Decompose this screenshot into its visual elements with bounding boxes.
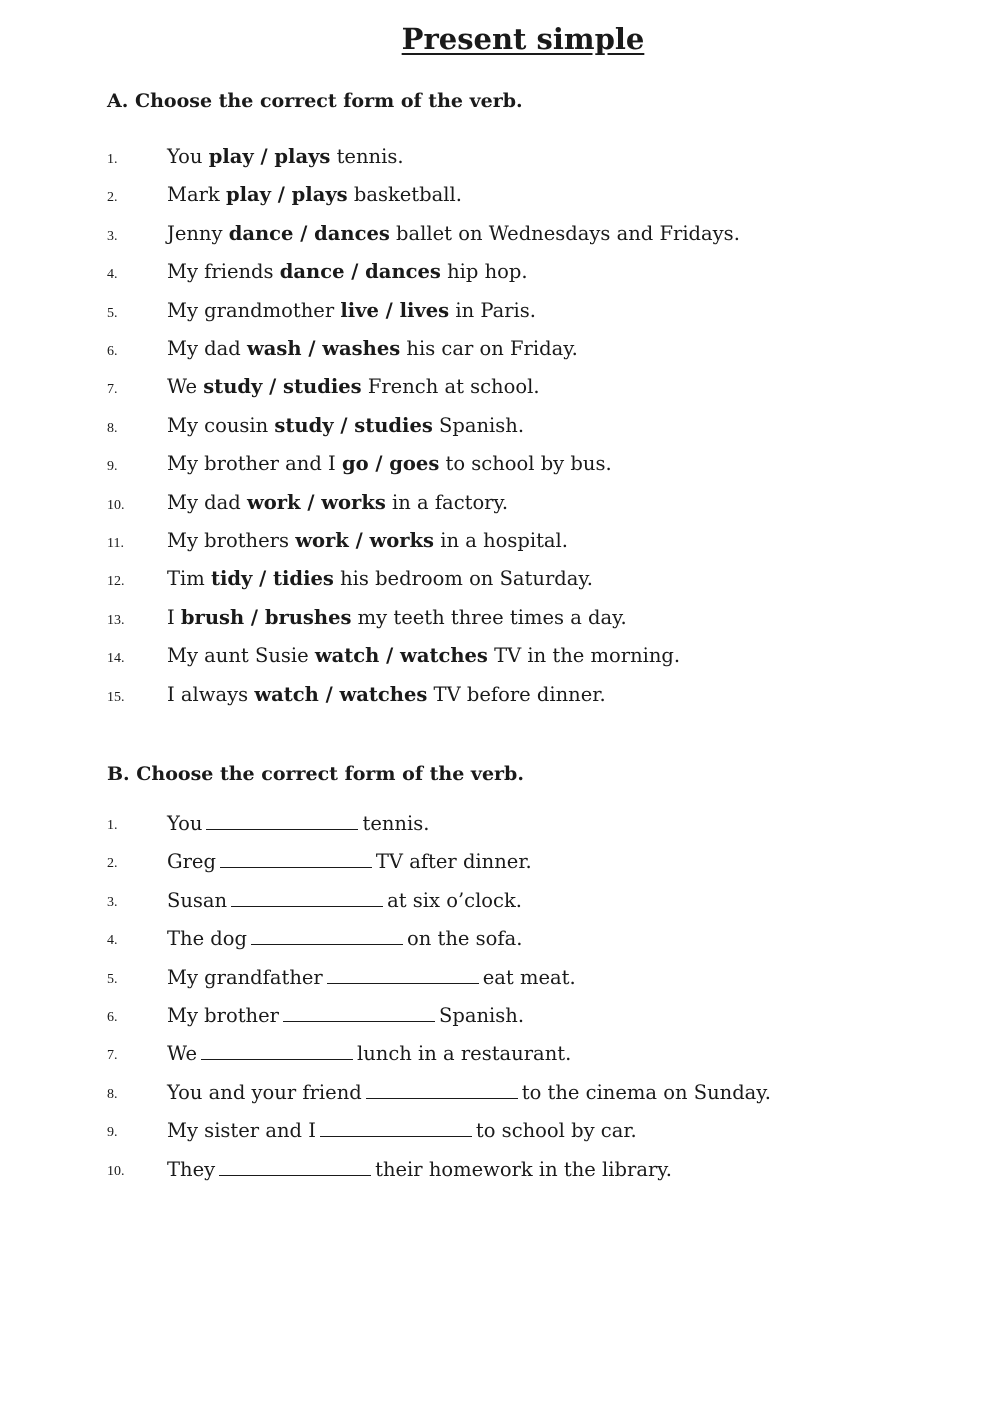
item-sentence — [167, 926, 522, 950]
item-sentence — [167, 1080, 771, 1104]
item-sentence — [167, 299, 536, 322]
verb-choice[interactable]: wash / washes — [246, 337, 401, 360]
sentence-start: You — [167, 812, 203, 835]
list-item — [0, 605, 1000, 647]
item-sentence — [167, 337, 578, 360]
list-item — [0, 452, 1000, 493]
list-item — [0, 1044, 1000, 1082]
verb-choice[interactable]: go / goes — [341, 452, 440, 476]
item-sentence — [167, 491, 508, 514]
item-sentence — [167, 1157, 672, 1181]
item-number: 7. — [107, 1048, 118, 1064]
item-number: 14. — [107, 651, 125, 667]
list-item — [0, 260, 1000, 301]
verb-choice[interactable]: watch / watches — [314, 644, 488, 668]
sentence-start: My brother — [167, 1004, 279, 1027]
list-item — [0, 1080, 1000, 1121]
verb-choice[interactable]: brush / brushes — [180, 605, 352, 629]
item-number: 10. — [107, 1163, 125, 1179]
item-number: 13. — [107, 612, 125, 628]
item-sentence — [167, 849, 532, 873]
sentence-end: TV in the morning. — [487, 644, 681, 668]
sentence-end: in Paris. — [449, 298, 536, 322]
verb-choice[interactable]: play / plays — [208, 145, 331, 168]
item-number: 3. — [107, 228, 118, 244]
answer-blank[interactable] — [327, 965, 479, 984]
sentence-end: hip hop. — [440, 260, 528, 284]
item-sentence — [167, 567, 593, 590]
list-item — [0, 682, 1000, 724]
verb-choice[interactable]: tidy / tidies — [210, 567, 334, 591]
sentence-end: to school by car. — [475, 1119, 637, 1143]
sentence-end: at six o’clock. — [387, 888, 522, 912]
item-number: 2. — [107, 856, 118, 872]
sentence-start: My grandmother — [167, 298, 341, 322]
sentence-start: I always — [167, 682, 255, 706]
sentence-end: in a factory. — [385, 490, 509, 514]
list-item — [0, 1121, 1000, 1159]
sentence-start: My dad — [167, 490, 247, 514]
item-sentence — [167, 222, 740, 245]
sentence-end: Spanish. — [432, 413, 525, 437]
sentence-end: ballet on Wednesdays and Fridays. — [389, 221, 740, 245]
sentence-end: to school by bus. — [439, 452, 612, 476]
sentence-end: in a hospital. — [434, 529, 568, 552]
item-number: 10. — [107, 497, 125, 513]
item-sentence — [167, 452, 612, 475]
sentence-start: You and your friend — [167, 1080, 362, 1104]
sentence-start: We — [167, 1042, 197, 1066]
sentence-start: Jenny — [167, 221, 229, 245]
list-item — [0, 337, 1000, 378]
answer-blank[interactable] — [201, 1041, 353, 1060]
verb-choice[interactable]: study / studies — [274, 413, 433, 437]
sentence-start: My friends — [167, 260, 280, 284]
item-sentence — [167, 606, 627, 629]
answer-blank[interactable] — [251, 926, 403, 945]
list-item — [0, 490, 1000, 532]
item-sentence — [167, 683, 606, 706]
item-number: 1. — [107, 818, 118, 833]
sentence-start: Susan — [167, 888, 228, 912]
sentence-start: My sister and I — [167, 1119, 316, 1143]
list-item — [0, 852, 1000, 890]
item-sentence — [167, 145, 404, 168]
sentence-end: their homework in the library. — [375, 1157, 672, 1181]
item-number: 2. — [107, 190, 118, 206]
list-item — [0, 375, 1000, 416]
list-item — [0, 567, 1000, 608]
item-number: 12. — [107, 574, 125, 590]
sentence-end: TV after dinner. — [375, 850, 532, 874]
section-b-heading: B. Choose the correct form of the verb. — [107, 763, 524, 785]
sentence-start: I — [167, 605, 181, 629]
list-item — [0, 1157, 1000, 1198]
list-item — [0, 814, 1000, 852]
sentence-start: Greg — [167, 850, 216, 874]
list-item — [0, 221, 1000, 263]
list-item — [0, 644, 1000, 685]
item-number: 4. — [107, 933, 118, 949]
list-item — [0, 183, 1000, 224]
sentence-end: his car on Friday. — [400, 337, 578, 360]
sentence-start: My aunt Susie — [167, 644, 315, 668]
sentence-start: Tim — [167, 567, 211, 591]
item-number: 3. — [107, 894, 118, 910]
sentence-start: We — [167, 375, 204, 399]
item-number: 8. — [107, 1086, 118, 1102]
list-item — [0, 145, 1000, 186]
sentence-start: They — [167, 1157, 216, 1181]
item-number: 15. — [107, 689, 125, 705]
item-sentence — [167, 644, 680, 667]
sentence-start: My brothers — [167, 529, 296, 552]
verb-choice[interactable]: dance / dances — [228, 221, 390, 245]
sentence-end: on the sofa. — [407, 927, 523, 951]
item-sentence — [167, 183, 462, 206]
sentence-start: Mark — [167, 183, 226, 207]
verb-choice[interactable]: live / lives — [340, 298, 450, 322]
item-number: 7. — [107, 382, 118, 398]
answer-blank[interactable] — [320, 1118, 472, 1137]
list-item — [0, 413, 1000, 455]
verb-choice[interactable]: dance / dances — [279, 260, 441, 284]
item-sentence — [167, 529, 568, 552]
verb-choice[interactable]: work / works — [246, 490, 386, 514]
list-item — [0, 529, 1000, 570]
item-sentence — [167, 888, 522, 912]
sentence-end: my teeth three times a day. — [351, 605, 627, 629]
sentence-end: Spanish. — [438, 1004, 525, 1027]
sentence-end: French at school. — [361, 375, 540, 399]
answer-blank[interactable] — [219, 1157, 371, 1176]
verb-choice[interactable]: work / works — [295, 529, 435, 552]
sentence-start: My grandfather — [167, 965, 323, 989]
sentence-start: My brother and I — [167, 452, 342, 476]
item-number: 11. — [107, 536, 124, 551]
item-number: 5. — [107, 971, 118, 987]
sentence-start: My dad — [167, 337, 247, 360]
item-number: 6. — [107, 344, 118, 359]
sentence-end: eat meat. — [482, 965, 576, 989]
item-sentence — [167, 414, 524, 437]
sentence-start: The dog — [167, 927, 248, 951]
list-item — [0, 929, 1000, 967]
item-number: 1. — [107, 152, 118, 167]
section-a-heading: A. Choose the correct form of the verb. — [107, 90, 523, 112]
verb-choice[interactable]: study / studies — [203, 375, 362, 399]
verb-choice[interactable]: play / plays — [225, 183, 348, 207]
sentence-start: My cousin — [167, 413, 275, 437]
page-title: Present simple — [401, 22, 645, 56]
item-number: 6. — [107, 1010, 118, 1025]
item-number: 4. — [107, 267, 118, 283]
sentence-start: You — [167, 145, 209, 168]
verb-choice[interactable]: watch / watches — [254, 682, 428, 706]
list-item — [0, 298, 1000, 340]
sentence-end: tennis. — [362, 812, 430, 835]
item-sentence — [167, 1003, 524, 1027]
sentence-end: TV before dinner. — [427, 682, 606, 706]
item-sentence — [167, 1041, 571, 1065]
item-number: 9. — [107, 459, 118, 475]
answer-blank[interactable] — [283, 1003, 435, 1022]
sentence-end: his bedroom on Saturday. — [333, 567, 594, 591]
sentence-end: tennis. — [330, 145, 404, 168]
item-number: 5. — [107, 305, 118, 321]
list-item — [0, 888, 1000, 929]
sentence-end: basketball. — [347, 183, 462, 207]
answer-blank[interactable] — [220, 849, 372, 868]
list-item — [0, 965, 1000, 1006]
item-number: 9. — [107, 1125, 118, 1141]
answer-blank[interactable] — [231, 888, 383, 907]
answer-blank[interactable] — [206, 811, 358, 830]
item-sentence — [167, 965, 576, 989]
sentence-end: lunch in a restaurant. — [357, 1042, 572, 1066]
item-sentence — [167, 375, 540, 398]
item-sentence — [167, 811, 429, 835]
item-number: 8. — [107, 420, 118, 436]
item-sentence — [167, 260, 528, 283]
answer-blank[interactable] — [366, 1080, 518, 1099]
item-sentence — [167, 1118, 637, 1142]
sentence-end: to the cinema on Sunday. — [521, 1080, 771, 1104]
list-item — [0, 1006, 1000, 1044]
